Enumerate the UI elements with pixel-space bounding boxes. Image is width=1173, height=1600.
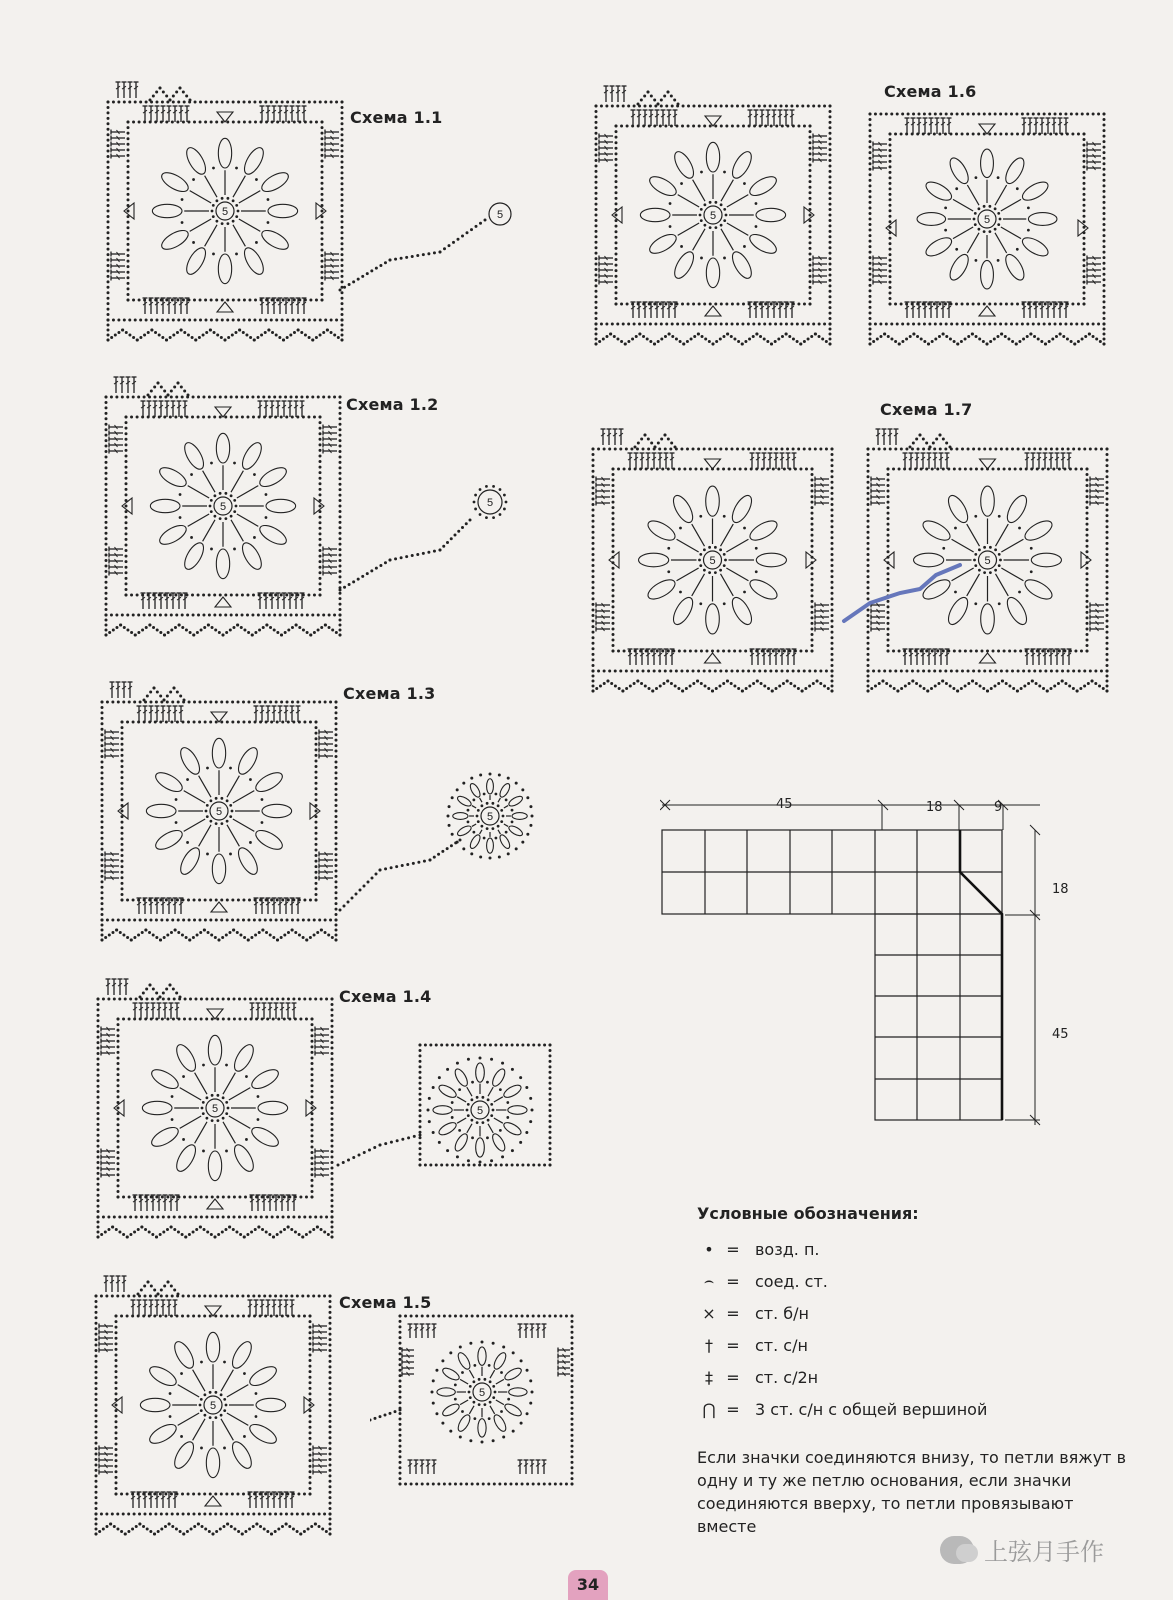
ring-number-label: 5 — [476, 1105, 484, 1117]
motif-1-6a — [578, 82, 848, 348]
ring-number-label: 5 — [486, 811, 494, 823]
legend-text: соед. ст. — [755, 1271, 828, 1291]
dimension-diagram — [660, 790, 1060, 1150]
blue-chain-1-7 — [840, 545, 1000, 635]
stage-square-1-5 — [370, 1310, 595, 1500]
ring-number-label: 5 — [983, 214, 991, 226]
stage-ring-1-2 — [330, 470, 540, 610]
legend-text: 3 ст. с/н с общей вершиной — [755, 1399, 988, 1419]
ring-number-label: 5 — [219, 501, 227, 513]
scheme-label-1-3: Схема 1.3 — [343, 684, 436, 703]
legend-equals: = — [726, 1335, 740, 1355]
single-crochet-icon: × — [702, 1303, 716, 1323]
scheme-label-1-1: Схема 1.1 — [350, 108, 443, 127]
ring-number-label: 5 — [709, 210, 717, 222]
legend — [697, 1204, 1117, 1425]
legend-equals: = — [726, 1367, 740, 1387]
scheme-label-1-4: Схема 1.4 — [339, 987, 432, 1006]
legend-text: возд. п. — [755, 1239, 820, 1259]
legend-row — [697, 1233, 1117, 1265]
legend-text: ст. с/н — [755, 1335, 808, 1355]
legend-title: Условные обозначения: — [697, 1204, 919, 1223]
treble-crochet-icon: ‡ — [705, 1367, 713, 1387]
ring-number-label: 5 — [209, 1400, 217, 1412]
motif-1-5 — [78, 1272, 348, 1538]
legend-row — [697, 1265, 1117, 1297]
dim-label-side-18: 18 — [1052, 882, 1069, 897]
legend-equals: = — [726, 1303, 740, 1323]
legend-row — [697, 1361, 1117, 1393]
scheme-label-1-2: Схема 1.2 — [346, 395, 439, 414]
dim-label-top-9: 9 — [994, 800, 1003, 815]
double-crochet-icon: † — [705, 1335, 713, 1355]
legend-equals: = — [726, 1239, 740, 1259]
page-number: 34 — [568, 1570, 608, 1600]
motif-1-2 — [88, 373, 358, 639]
legend-text: ст. б/н — [755, 1303, 810, 1323]
chain-stitch-icon: • — [704, 1239, 714, 1259]
scheme-label-1-6: Схема 1.6 — [884, 82, 977, 101]
dim-label-top-45: 45 — [776, 797, 793, 812]
stage-ring-1-1 — [330, 190, 530, 310]
legend-row — [697, 1297, 1117, 1329]
wechat-icon — [940, 1536, 974, 1564]
legend-row — [697, 1329, 1117, 1361]
slip-stitch-icon: ⌢ — [703, 1271, 715, 1290]
motif-1-7a — [575, 425, 850, 695]
motif-1-6b — [852, 108, 1122, 348]
stage-flower-1-4 — [330, 1035, 570, 1185]
cluster-stitch-icon: ⋂ — [702, 1399, 716, 1419]
legend-note: Если значки соединяются внизу, то петли вяжут в одну и ту же петлю основания, если значки соединяются вверху, то петли провязывают вместе — [697, 1448, 1127, 1536]
legend-equals: = — [726, 1271, 740, 1291]
motif-1-3 — [84, 678, 354, 944]
watermark — [940, 1532, 1104, 1567]
legend-text: ст. с/2н — [755, 1367, 819, 1387]
ring-number-label: 5 — [984, 555, 991, 567]
ring-number-label: 5 — [478, 1387, 486, 1399]
ring-number-label: 5 — [496, 209, 504, 221]
ring-number-label: 5 — [221, 206, 229, 218]
dim-label-top-18: 18 — [926, 800, 943, 815]
scheme-label-1-7: Схема 1.7 — [880, 400, 973, 419]
watermark-text: 上弦月手作 — [984, 1538, 1104, 1566]
motif-1-1 — [90, 78, 360, 344]
dim-label-side-45: 45 — [1052, 1027, 1069, 1042]
legend-row — [697, 1393, 1117, 1425]
legend-equals: = — [726, 1399, 740, 1419]
ring-number-label: 5 — [211, 1103, 219, 1115]
motif-1-4 — [80, 975, 350, 1241]
ring-number-label: 5 — [486, 497, 494, 509]
stage-flower-1-3 — [330, 760, 540, 920]
scheme-label-1-5: Схема 1.5 — [339, 1293, 432, 1312]
ring-number-label: 5 — [709, 555, 716, 567]
ring-number-label: 5 — [215, 806, 223, 818]
